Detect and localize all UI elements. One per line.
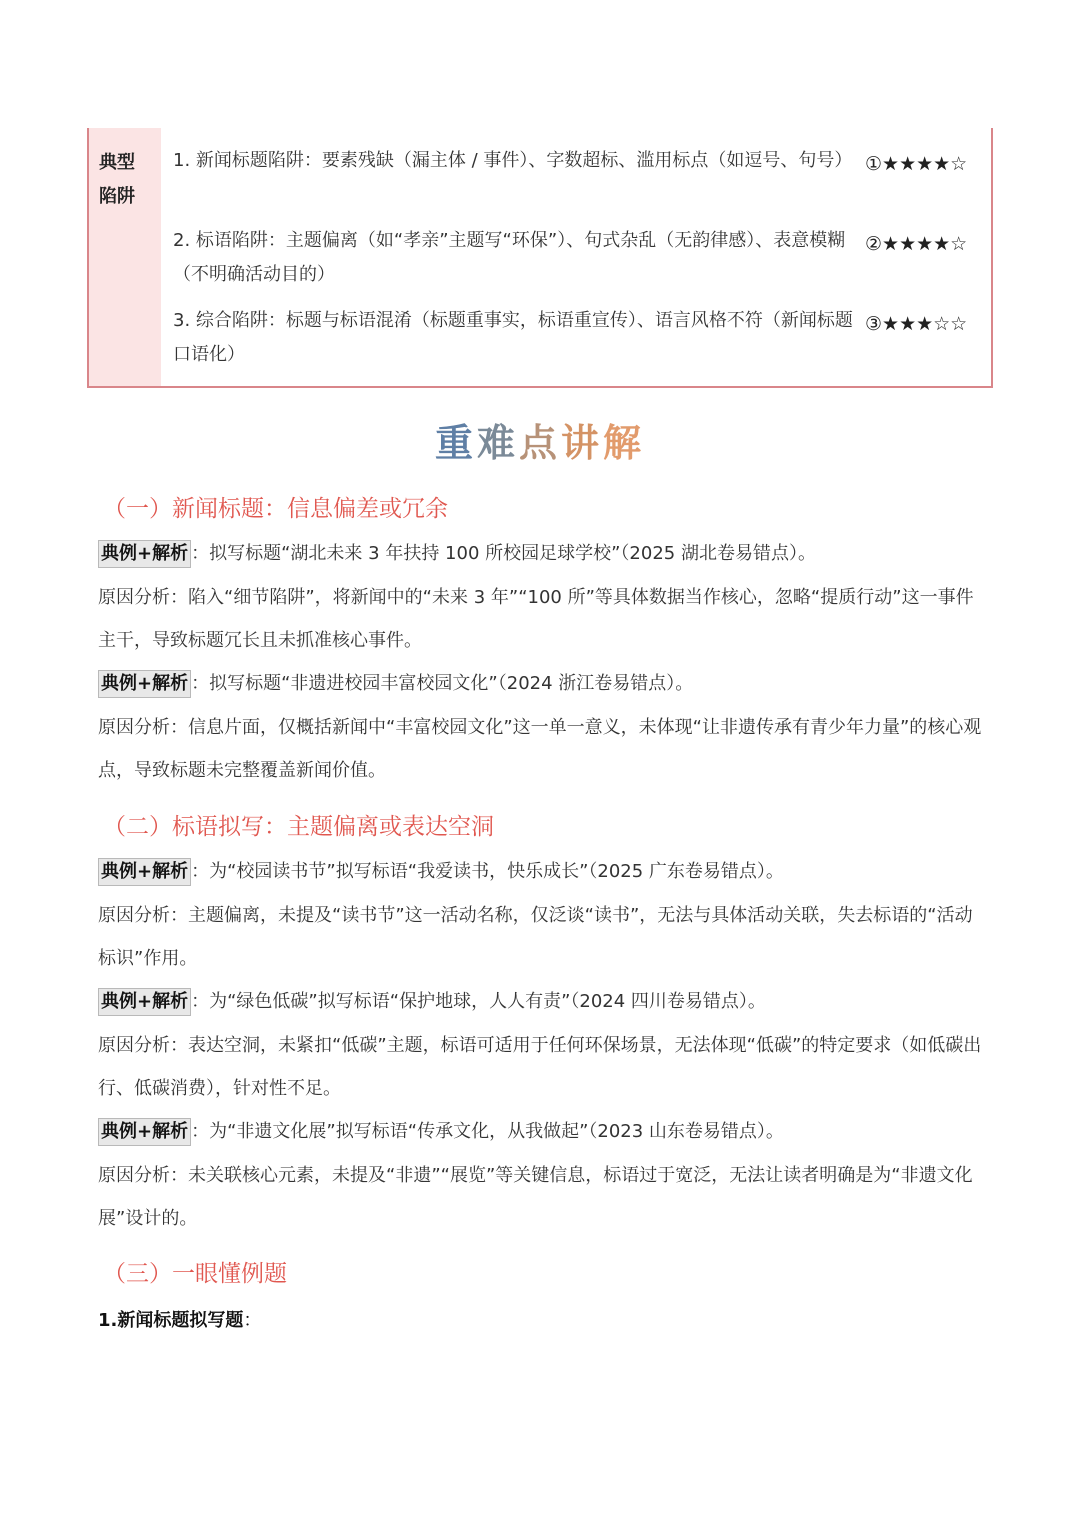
main-title-char: 难 bbox=[476, 421, 519, 465]
example-text: ：拟写标题“非遗进校园丰富校园文化”（2024 浙江卷易错点）。 bbox=[191, 673, 694, 694]
trap-label-cell bbox=[89, 128, 161, 386]
trap-rating-2: ②★★★★☆ bbox=[865, 233, 968, 255]
example-tag: 典例+解析 bbox=[98, 670, 191, 698]
main-title-char: 解 bbox=[603, 421, 646, 465]
trap-row-3: 3. 综合陷阱：标题与标语混淆（标题重事实，标语重宣传）、语言风格不符（新闻标题口语化） bbox=[173, 310, 853, 365]
section-heading-2: （二）标语拟写：主题偏离或表达空洞 bbox=[103, 814, 494, 840]
question-heading-text: 1.新闻标题拟写题 bbox=[98, 1310, 244, 1331]
trap-rating-1: ①★★★★☆ bbox=[865, 153, 968, 175]
analysis-paragraph: 原因分析：陷入“细节陷阱”，将新闻中的“未来 3 年”“100 所”等具体数据当作核心，忽略“提质行动”这一事件主干，导致标题冗长且未抓准核心事件。 bbox=[98, 587, 974, 651]
example-text: ：为“非遗文化展”拟写标语“传承文化，从我做起”（2023 山东卷易错点）。 bbox=[191, 1121, 784, 1142]
trap-label-line2: 陷阱 bbox=[99, 186, 135, 207]
main-title-char: 重 bbox=[434, 421, 477, 465]
analysis-paragraph: 原因分析：未关联核心元素，未提及“非遗”“展览”等关键信息，标语过于宽泛，无法让读者明确是为“非遗文化展”设计的。 bbox=[98, 1165, 973, 1229]
question-heading-colon: ： bbox=[243, 1310, 262, 1331]
main-title-char: 讲 bbox=[561, 421, 604, 465]
example-tag: 典例+解析 bbox=[98, 858, 191, 886]
example-tag: 典例+解析 bbox=[98, 1118, 191, 1146]
analysis-paragraph: 原因分析：表达空洞，未紧扣“低碳”主题，标语可适用于任何环保场景，无法体现“低碳”的特定要求（如低碳出行、低碳消费），针对性不足。 bbox=[98, 1035, 982, 1099]
example-line bbox=[98, 850, 988, 893]
trap-table bbox=[87, 128, 993, 388]
question-heading bbox=[98, 1306, 261, 1332]
section-heading-3: （三）一眼懂例题 bbox=[103, 1261, 287, 1287]
section-heading-1: （一）新闻标题：信息偏差或冗余 bbox=[103, 496, 448, 522]
example-text: ：为“校园读书节”拟写标语“我爱读书，快乐成长”（2025 广东卷易错点）。 bbox=[191, 861, 784, 882]
example-line bbox=[98, 532, 988, 575]
example-text: ：拟写标题“湖北未来 3 年扶持 100 所校园足球学校”（2025 湖北卷易错点）。 bbox=[191, 543, 816, 564]
example-text: ：为“绿色低碳”拟写标语“保护地球，人人有责”（2024 四川卷易错点）。 bbox=[191, 991, 766, 1012]
main-title-char: 点 bbox=[518, 421, 561, 465]
main-title bbox=[0, 412, 1080, 467]
example-line bbox=[98, 1110, 988, 1153]
analysis-paragraph: 原因分析：主题偏离，未提及“读书节”这一活动名称，仅泛谈“读书”，无法与具体活动关联，失去标语的“活动标识”作用。 bbox=[98, 905, 973, 969]
trap-row-1: 1. 新闻标题陷阱：要素残缺（漏主体 / 事件）、字数超标、滥用标点（如逗号、句号） bbox=[173, 150, 853, 171]
example-line bbox=[98, 662, 988, 705]
trap-rating-3: ③★★★☆☆ bbox=[865, 313, 968, 335]
analysis-paragraph: 原因分析：信息片面，仅概括新闻中“丰富校园文化”这一单一意义，未体现“让非遗传承有青少年力量”的核心观点，导致标题未完整覆盖新闻价值。 bbox=[98, 717, 982, 781]
trap-row-2: 2. 标语陷阱：主题偏离（如“孝亲”主题写“环保”）、句式杂乱（无韵律感）、表意模糊（不明确活动目的） bbox=[173, 230, 846, 285]
example-tag: 典例+解析 bbox=[98, 988, 191, 1016]
example-tag: 典例+解析 bbox=[98, 540, 191, 568]
trap-label-line1: 典型 bbox=[99, 152, 135, 173]
example-line bbox=[98, 980, 988, 1023]
